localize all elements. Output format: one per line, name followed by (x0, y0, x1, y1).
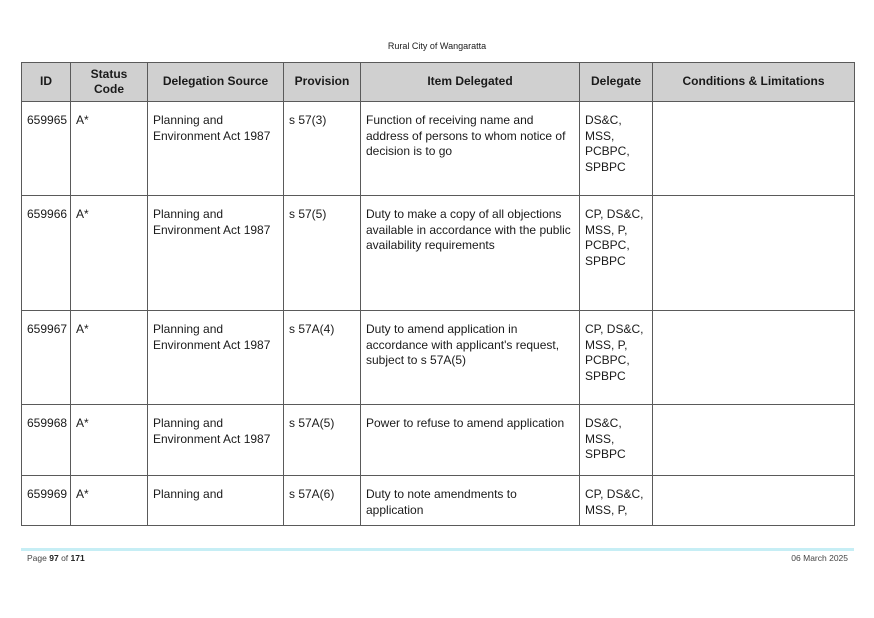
cell-provision: s 57A(6) (284, 476, 361, 526)
cell-status-code: A* (71, 476, 148, 526)
cell-conditions-limitations (653, 102, 855, 196)
table-row (22, 405, 855, 476)
footer-divider (21, 548, 854, 551)
cell-delegate: DS&C, MSS, SPBPC (580, 405, 653, 476)
cell-delegation-source: Planning and Environment Act 1987 (148, 102, 284, 196)
cell-id: 659969 (22, 476, 71, 526)
delegations-table (21, 62, 855, 526)
cell-conditions-limitations (653, 311, 855, 405)
cell-delegation-source: Planning and Environment Act 1987 (148, 196, 284, 311)
cell-item-delegated: Duty to make a copy of all objections available in accordance with the public availability requirements (361, 196, 580, 311)
cell-id: 659966 (22, 196, 71, 311)
table-row (22, 102, 855, 196)
page-label: Page (27, 553, 47, 563)
cell-item-delegated: Function of receiving name and address of persons to whom notice of decision is to go (361, 102, 580, 196)
cell-delegate: CP, DS&C, MSS, P, (580, 476, 653, 526)
document-header-organization: Rural City of Wangaratta (387, 41, 487, 51)
cell-delegate: CP, DS&C, MSS, P, PCBPC, SPBPC (580, 311, 653, 405)
column-header-status-code: Status Code (71, 63, 148, 102)
column-header-item-delegated: Item Delegated (361, 63, 580, 102)
cell-status-code: A* (71, 311, 148, 405)
cell-delegation-source: Planning and Environment Act 1987 (148, 405, 284, 476)
cell-item-delegated: Duty to amend application in accordance with applicant's request, subject to s 57A(5) (361, 311, 580, 405)
cell-id: 659968 (22, 405, 71, 476)
cell-provision: s 57A(5) (284, 405, 361, 476)
page-total: 171 (70, 553, 85, 563)
table-row (22, 311, 855, 405)
page-current: 97 (49, 553, 59, 563)
table-row (22, 476, 855, 526)
document-date: 06 March 2025 (791, 553, 848, 563)
table-row (22, 196, 855, 311)
cell-status-code: A* (71, 196, 148, 311)
cell-delegation-source: Planning and (148, 476, 284, 526)
column-header-provision: Provision (284, 63, 361, 102)
cell-item-delegated: Power to refuse to amend application (361, 405, 580, 476)
table-header-row (22, 63, 855, 102)
page-number (27, 553, 85, 563)
cell-status-code: A* (71, 405, 148, 476)
column-header-conditions-limitations: Conditions & Limitations (653, 63, 855, 102)
column-header-delegation-source: Delegation Source (148, 63, 284, 102)
cell-status-code: A* (71, 102, 148, 196)
cell-delegate: CP, DS&C, MSS, P, PCBPC, SPBPC (580, 196, 653, 311)
cell-id: 659965 (22, 102, 71, 196)
cell-conditions-limitations (653, 405, 855, 476)
cell-delegate: DS&C, MSS, PCBPC, SPBPC (580, 102, 653, 196)
column-header-id: ID (22, 63, 71, 102)
page-of-label: of (61, 553, 69, 563)
cell-id: 659967 (22, 311, 71, 405)
cell-provision: s 57(3) (284, 102, 361, 196)
column-header-delegate: Delegate (580, 63, 653, 102)
cell-item-delegated: Duty to note amendments to application (361, 476, 580, 526)
cell-conditions-limitations (653, 476, 855, 526)
cell-provision: s 57A(4) (284, 311, 361, 405)
cell-conditions-limitations (653, 196, 855, 311)
cell-delegation-source: Planning and Environment Act 1987 (148, 311, 284, 405)
cell-provision: s 57(5) (284, 196, 361, 311)
